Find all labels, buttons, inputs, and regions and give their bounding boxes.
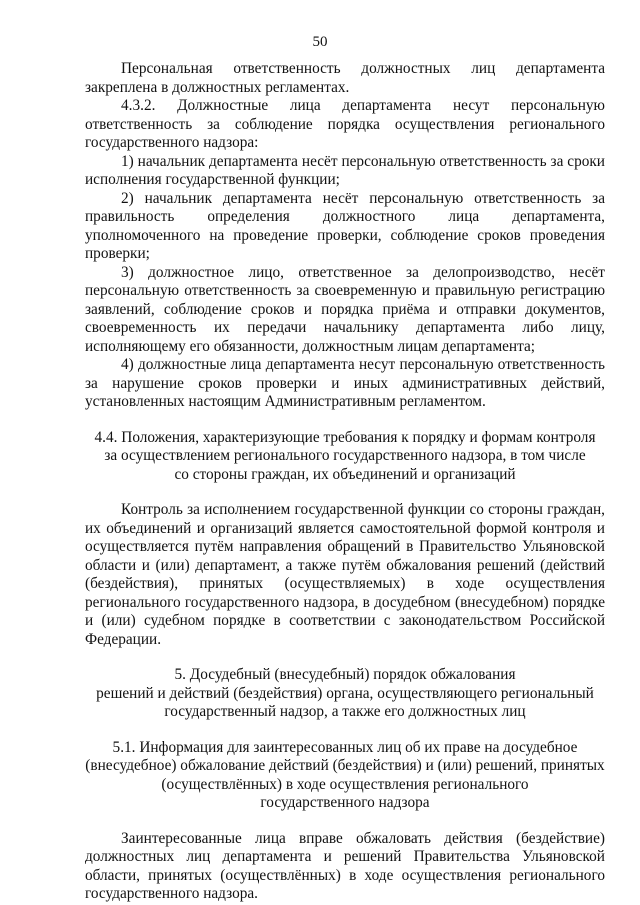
section-heading-5-1-line-4: государственного надзора (260, 794, 430, 811)
section-heading-4-4-line-1: 4.4. Положения, характеризующие требования к порядку и формам контроля (94, 428, 596, 446)
list-item-1: 1) начальник департамента несёт персональную ответственность за сроки исполнения государственной функции; (85, 152, 605, 188)
section-heading-4-4-line-3: со стороны граждан, их объединений и организаций (174, 465, 516, 483)
paragraph-4-3-2: 4.3.2. Должностные лица департамента несут персональную ответственность за соблюдение порядка осуществления регионального государственного надзора: (85, 97, 605, 151)
section-heading-5-line-1: 5. Досудебный (внесудебный) порядок обжалования (174, 666, 516, 683)
list-item-3: 3) должностное лицо, ответственное за делопроизводство, несёт персональную ответственность за своевременную и правильную регистрацию заявлений, соблюдение сроков и порядка приёма и отправки документов, своевременность их передачи начальнику департамента либо лицу, исполняющему его обязанности, должностным лицам департамента; (85, 263, 605, 355)
paragraph-appeal-rights: Заинтересованные лица вправе обжаловать действия (бездействие) должностных лиц департамента и решений Правительства Ульяновской области, принятых (осуществлённых) в ходе осуществления регионального государственного надзора. (85, 829, 605, 902)
section-heading-5-1-line-3: (осуществлённых) в ходе осуществления регионального (161, 775, 529, 793)
list-item-2: 2) начальник департамента несёт персональную ответственность за правильность определения должностного лица департамента, уполномоченного на проведение проверки, соблюдение сроков проведения проверки; (85, 189, 605, 262)
section-heading-5-1-line-2: (внесудебное) обжалование действий (бездействия) и (или) решений, принятых (85, 757, 605, 774)
list-item-4: 4) должностные лица департамента несут персональную ответственность за нарушение сроков проверки и иных административных действий, установленных настоящим Административным регламентом. (85, 356, 605, 410)
section-heading-4-4-line-2: за осуществлением регионального государственного надзора, в том числе (104, 447, 586, 464)
section-heading-5-line-2: решений и действий (бездействия) органа, осуществляющего региональный (96, 684, 594, 702)
paragraph-responsibility-regulations: Персональная ответственность должностных лиц департамента закреплена в должностных регламентах. (85, 60, 605, 96)
paragraph-citizen-control: Контроль за исполнением государственной функции со стороны граждан, их объединений и организаций является самостоятельной формой контроля и осуществляется путём направления обращений в Правительство Ульяновской области и (или) департамент, а также путём обжалования решений (действий (бездействия), принятых (осуществляемых) в ходе осуществления регионального государственного надзора, в досудебном (внесудебном) порядке и (или) судебном порядке в соответствии с законодательством Российской Федерации. (85, 501, 605, 648)
document-body (85, 60, 605, 904)
section-heading-5-line-3: государственный надзор, а также его должностных лиц (164, 703, 526, 720)
page-number: 50 (312, 34, 328, 50)
section-heading-5-1-line-1: 5.1. Информация для заинтересованных лиц об их праве на досудебное (112, 738, 578, 756)
